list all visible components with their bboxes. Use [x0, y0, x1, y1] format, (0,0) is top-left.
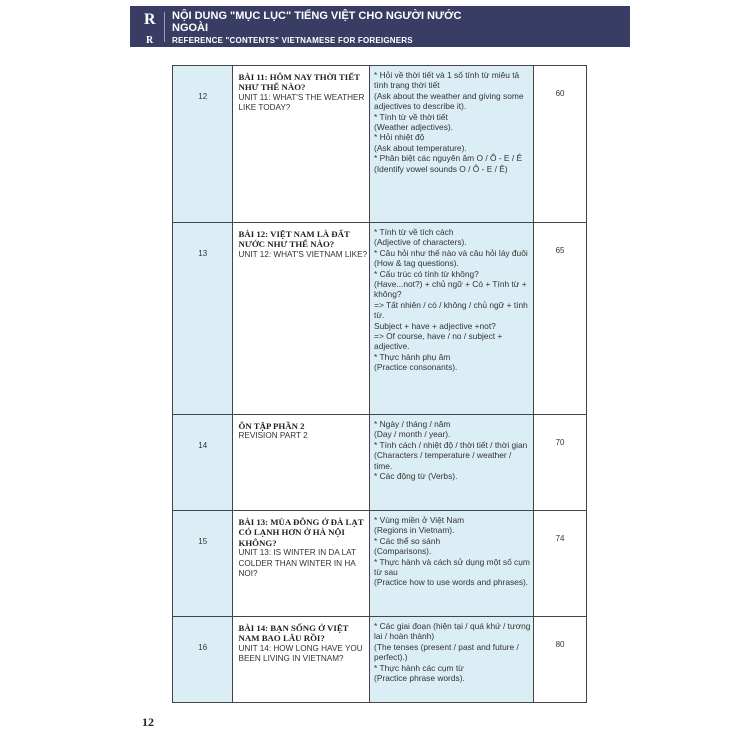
lesson-title: [233, 223, 370, 415]
lesson-title-en: UNIT 13: IS WINTER IN DA LAT COLDER THAN WINTER IN HA NOI?: [238, 548, 356, 579]
lesson-title-en: UNIT 14: HOW LONG HAVE YOU BEEN LIVING IN VIETNAM?: [238, 643, 363, 664]
lesson-number: [173, 223, 233, 415]
lesson-number-text: 13: [198, 249, 208, 258]
lesson-title: [233, 415, 370, 511]
lesson-page: [534, 415, 587, 511]
lesson-title-vn: BÀI 12: VIỆT NAM LÀ ĐẤT NƯỚC NHƯ THẾ NÀO?: [238, 229, 350, 250]
lesson-page-text: 60: [555, 89, 565, 98]
page-header: [130, 6, 630, 47]
lesson-number-text: 16: [198, 643, 208, 652]
lesson-number: [173, 415, 233, 511]
header-title-en: REFERENCE "CONTENTS" VIETNAMESE FOR FOREIGNERS: [172, 36, 413, 45]
lesson-number-text: 14: [198, 441, 208, 450]
page-number: 12: [142, 715, 154, 729]
lesson-page-text: 65: [555, 246, 565, 255]
header-divider: [164, 12, 165, 42]
lesson-title-en: UNIT 12: WHAT'S VIETNAM LIKE?: [238, 249, 368, 259]
lesson-number: [173, 66, 233, 223]
lesson-title-vn: BÀI 13: MÙA ĐÔNG Ở ĐÀ LẠT CÓ LẠNH HƠN Ở HÀ NỘI KHÔNG?: [238, 517, 364, 548]
lesson-title-vn: BÀI 11: HÔM NAY THỜI TIẾT NHƯ THẾ NÀO?: [238, 72, 360, 93]
lesson-title-en: UNIT 11: WHAT'S THE WEATHER LIKE TODAY?: [238, 92, 365, 113]
lesson-content: [370, 617, 534, 703]
lesson-title-vn: BÀI 14: BẠN SỐNG Ở VIỆT NAM BAO LÂU RỒI?: [238, 623, 349, 644]
lesson-title: [233, 66, 370, 223]
lesson-content-text: * Hỏi về thời tiết và 1 số tính từ miêu tả tình trạng thời tiết (Ask about the weather and giving some adjectives to describe it). * Tính từ về thời tiết (Weather adjectives). * Hỏi nhiệt độ (Ask about temperature). * Phân biệt các nguyên âm O / Ô - E / Ê (Identify vowel sounds O / Ô - E / Ê): [374, 70, 524, 174]
lesson-title-vn: ÔN TẬP PHẦN 2: [238, 421, 305, 431]
lesson-title: [233, 617, 370, 703]
lesson-number: [173, 511, 233, 617]
lesson-content: [370, 223, 534, 415]
header-letter-bottom: R: [146, 35, 154, 46]
table-row: [173, 66, 587, 223]
lesson-content: [370, 66, 534, 223]
lesson-number-text: 15: [198, 537, 208, 546]
lesson-page: [534, 223, 587, 415]
lesson-title-en: REVISION PART 2: [238, 431, 308, 441]
header-letter-top: R: [144, 11, 156, 28]
lesson-page: [534, 617, 587, 703]
table-row: [173, 415, 587, 511]
table-row: [173, 223, 587, 415]
contents-table: [172, 65, 587, 703]
lesson-content-text: * Vùng miền ở Việt Nam (Regions in Vietnam). * Các thể so sánh (Comparisons). * Thực hành và cách sử dụng một số cụm từ sau (Practice how to use words and phrases).: [374, 515, 530, 588]
lesson-content: [370, 415, 534, 511]
lesson-page-text: 74: [555, 534, 565, 543]
table-row: [173, 617, 587, 703]
lesson-content-text: * Các giai đoạn (hiện tại / quá khứ / tương lai / hoàn thành) (The tenses (present / past and future / perfect).) * Thực hành các cụm từ (Practice phrase words).: [374, 621, 531, 684]
lesson-content-text: * Tính từ về tích cách (Adjective of characters). * Câu hỏi như thế nào và câu hỏi láy đuôi (How & tag questions). * Cấu trúc có tính từ không? (Have...not?) + chủ ngữ + Có + Tính từ + không? => Tất nhiên / có / không / chủ ngữ + tính từ. Subject + have + adjective +not? => Of course, have / no / subject + adjective. * Thực hành phụ âm (Practice consonants).: [374, 227, 528, 373]
lesson-page: [534, 511, 587, 617]
lesson-page: [534, 66, 587, 223]
lesson-content-text: * Ngày / tháng / năm (Day / month / year). * Tính cách / nhiệt độ / thời tiết / thời gian (Characters / temperature / weather / time. * Các động từ (Verbs).: [374, 419, 528, 482]
lesson-number: [173, 617, 233, 703]
lesson-number-text: 12: [198, 92, 208, 101]
lesson-title: [233, 511, 370, 617]
lesson-content: [370, 511, 534, 617]
header-title-vn: NỘI DUNG "MỤC LỤC" TIẾNG VIỆT CHO NGƯỜI NƯỚC NGOÀI: [172, 10, 462, 34]
table-row: [173, 511, 587, 617]
lesson-page-text: 70: [555, 438, 565, 447]
lesson-page-text: 80: [555, 640, 565, 649]
